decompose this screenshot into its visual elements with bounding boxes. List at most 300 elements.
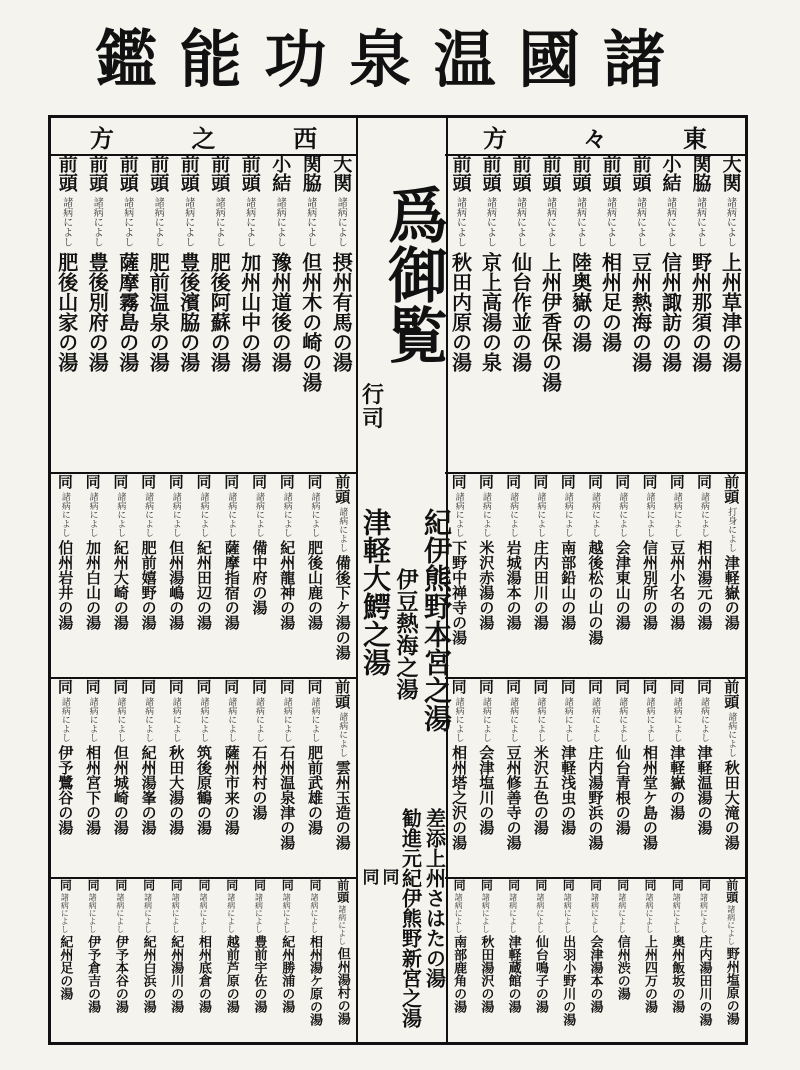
west-side	[51, 154, 356, 1044]
onsen-entry	[596, 154, 624, 472]
onsen-entry	[476, 154, 504, 472]
efficacy-note: 諸病によし	[694, 197, 706, 247]
onsen-entry	[626, 154, 654, 472]
onsen-name: 薩州市来の湯	[222, 745, 241, 835]
onsen-entry	[190, 679, 218, 877]
onsen-entry	[581, 879, 608, 1044]
efficacy-note: 諸病によし	[644, 893, 654, 933]
title-char: 功	[264, 23, 327, 96]
efficacy-note: 諸病によし	[60, 197, 72, 247]
rank-label: 同	[561, 879, 576, 891]
onsen-entry	[472, 679, 499, 877]
rank-label: 前頭	[449, 154, 472, 192]
onsen-entry	[472, 474, 499, 677]
onsen-entry	[446, 154, 474, 472]
west-header-char: 之	[191, 123, 216, 153]
page-title	[95, 20, 665, 100]
onsen-name: 庄内湯田川の湯	[696, 935, 712, 1026]
sponsor-entry: 差添上州さはたの湯	[422, 808, 447, 988]
onsen-entry	[500, 879, 527, 1044]
onsen-name: 秋田大滝の湯	[722, 760, 741, 850]
onsen-name: 越後松の山の湯	[586, 540, 605, 645]
rank-label: 同	[613, 474, 632, 489]
onsen-entry	[235, 154, 263, 472]
efficacy-note: 諸病によし	[337, 507, 348, 552]
rank-label: 同	[640, 474, 659, 489]
onsen-entry	[506, 154, 534, 472]
efficacy-note: 諸病によし	[281, 697, 292, 742]
rank-label: 同	[695, 474, 714, 489]
efficacy-note: 諸病によし	[454, 893, 464, 933]
rank-label: 同	[55, 474, 74, 489]
rank-label: 同	[585, 474, 604, 489]
onsen-name: 紀州田辺の湯	[195, 540, 214, 630]
onsen-name: 肥前嬉野の湯	[139, 540, 158, 630]
efficacy-note: 諸病によし	[634, 197, 646, 247]
east-tier-1	[445, 154, 745, 474]
onsen-entry	[690, 679, 717, 877]
banzuke-frame	[48, 115, 748, 1045]
onsen-entry	[609, 879, 636, 1044]
onsen-entry	[79, 474, 107, 677]
goran-char: 爲	[378, 184, 448, 244]
onsen-entry	[273, 879, 301, 1044]
rank-label: 同	[280, 879, 295, 891]
efficacy-note: 諸病によし	[152, 197, 164, 247]
efficacy-note: 打身によし	[726, 507, 737, 552]
onsen-entry	[162, 679, 190, 877]
efficacy-note: 諸病によし	[454, 197, 466, 247]
onsen-name: 上州伊香保の湯	[538, 252, 563, 392]
efficacy-note: 諸病によし	[335, 197, 347, 247]
efficacy-note: 諸病によし	[453, 697, 464, 742]
onsen-name: 庄内湯野浜の湯	[586, 745, 605, 850]
onsen-name: 陸奥嶽の湯	[568, 252, 593, 352]
gyoji-entries	[358, 508, 453, 798]
efficacy-note: 諸病によし	[304, 197, 316, 247]
east-side	[445, 154, 745, 1044]
onsen-name: 豊前宇佐の湯	[251, 935, 267, 1013]
efficacy-note: 諸病によし	[182, 197, 194, 247]
efficacy-note: 諸病によし	[87, 492, 98, 537]
onsen-name: 岩城湯本の湯	[504, 540, 523, 630]
east-header-char: 々	[583, 123, 607, 153]
onsen-name: 紀州勝浦の湯	[279, 935, 295, 1013]
onsen-entry	[718, 879, 745, 1044]
efficacy-note: 諸病によし	[535, 697, 546, 742]
onsen-name: 伯州岩井の湯	[56, 540, 75, 630]
onsen-name: 南部鉛山の湯	[559, 540, 578, 630]
onsen-name: 会津東山の湯	[613, 540, 632, 630]
title-char: 能	[179, 23, 242, 96]
sponsor-entry: 同	[378, 868, 399, 885]
onsen-name: 野州塩原の湯	[723, 947, 739, 1025]
rank-label: 大関	[719, 154, 742, 192]
onsen-name: 秋田内原の湯	[448, 252, 473, 372]
onsen-entry	[83, 154, 111, 472]
onsen-name: 加州白山の湯	[84, 540, 103, 630]
rank-label: 前頭	[599, 154, 622, 192]
rank-label: 同	[667, 679, 686, 694]
onsen-name: 加州山中の湯	[237, 252, 262, 372]
rank-label: 同	[449, 474, 468, 489]
center-column	[356, 118, 453, 1042]
rank-label: 前頭	[333, 679, 352, 709]
west-header	[51, 118, 356, 156]
efficacy-note: 諸病によし	[617, 697, 628, 742]
rank-label: 前頭	[724, 879, 739, 903]
rank-label: 前頭	[629, 154, 652, 192]
efficacy-note: 諸病によし	[535, 492, 546, 537]
efficacy-note: 諸病によし	[198, 697, 209, 742]
onsen-entry	[217, 879, 245, 1044]
onsen-entry	[301, 679, 329, 877]
onsen-name: 肥前武雄の湯	[305, 745, 324, 835]
onsen-entry	[445, 679, 472, 877]
rank-label: 同	[250, 474, 268, 489]
efficacy-note: 諸病によし	[281, 492, 292, 537]
onsen-name: 上州草津の湯	[718, 252, 743, 372]
onsen-name: 津軽嶽の湯	[722, 555, 741, 630]
onsen-name: 津軽浅虫の湯	[559, 745, 578, 835]
efficacy-note: 諸病によし	[337, 905, 347, 945]
rank-label: 同	[83, 474, 102, 489]
onsen-name: 野州那須の湯	[688, 252, 713, 372]
onsen-name: 備中府の湯	[250, 540, 269, 615]
onsen-name: 但州湯嶋の湯	[167, 540, 186, 630]
onsen-name: 筑後原鶴の湯	[195, 745, 214, 835]
onsen-entry	[266, 154, 294, 472]
rank-label: 同	[697, 879, 712, 891]
title-char: 泉	[348, 23, 411, 96]
rank-label: 前頭	[208, 154, 231, 192]
rank-label: 前頭	[55, 154, 78, 192]
rank-label: 同	[476, 474, 495, 489]
sponsor-entries	[358, 808, 446, 1043]
efficacy-note: 諸病によし	[589, 697, 600, 742]
onsen-name: 奥州飯坂の湯	[669, 935, 685, 1013]
sponsor-entry: 同	[358, 868, 379, 885]
onsen-name: 伊予倉吉の湯	[85, 935, 101, 1013]
rank-label: 同	[224, 879, 239, 891]
onsen-name: 仙台作並の湯	[508, 252, 533, 372]
rank-label: 同	[111, 474, 130, 489]
onsen-entry	[217, 474, 245, 677]
efficacy-note: 諸病によし	[563, 893, 573, 933]
onsen-name: 庄内田川の湯	[531, 540, 550, 630]
efficacy-note: 諸病によし	[535, 893, 545, 933]
rank-label: 前頭	[177, 154, 200, 192]
east-tier-2	[445, 474, 745, 679]
rank-label: 同	[166, 474, 185, 489]
efficacy-note: 諸病によし	[143, 492, 154, 537]
onsen-entry	[106, 679, 134, 877]
rank-label: 前頭	[569, 154, 592, 192]
rank-label: 同	[197, 879, 212, 891]
onsen-name: 相州塔之沢の湯	[450, 745, 469, 850]
efficacy-note: 諸病によし	[87, 697, 98, 742]
onsen-name: 秋田大湯の湯	[167, 745, 186, 835]
efficacy-note: 諸病によし	[309, 492, 320, 537]
rank-label: 同	[504, 474, 523, 489]
efficacy-note: 諸病によし	[724, 197, 736, 247]
onsen-name: 信州別所の湯	[640, 540, 659, 630]
goran-heading	[358, 124, 446, 424]
onsen-name: 紀州湯川の湯	[168, 935, 184, 1013]
rank-label: 関脇	[299, 154, 322, 192]
rank-label: 同	[83, 679, 102, 694]
efficacy-note: 諸病によし	[671, 697, 682, 742]
west-tier-4	[51, 879, 356, 1044]
rank-label: 前頭	[509, 154, 532, 192]
onsen-entry	[174, 154, 202, 472]
onsen-name: 但州湯村の湯	[334, 947, 350, 1025]
onsen-entry	[79, 679, 107, 877]
efficacy-note: 諸病によし	[115, 893, 125, 933]
efficacy-note: 諸病によし	[480, 492, 491, 537]
efficacy-note: 諸病によし	[484, 197, 496, 247]
onsen-entry	[686, 154, 714, 472]
efficacy-note: 諸病によし	[309, 893, 319, 933]
rank-label: 前頭	[238, 154, 261, 192]
rank-label: 同	[169, 879, 184, 891]
efficacy-note: 諸病によし	[88, 893, 98, 933]
rank-label: 同	[615, 879, 630, 891]
rank-label: 前頭	[86, 154, 109, 192]
onsen-entry	[301, 879, 329, 1044]
onsen-entry	[134, 879, 162, 1044]
rank-label: 同	[277, 679, 296, 694]
rank-label: 同	[55, 679, 74, 694]
onsen-entry	[134, 679, 162, 877]
west-header-char: 西	[293, 123, 318, 153]
rank-label: 同	[670, 879, 685, 891]
efficacy-note: 諸病によし	[562, 492, 573, 537]
efficacy-note: 諸病によし	[644, 697, 655, 742]
east-header	[445, 118, 745, 156]
onsen-entry	[716, 154, 744, 472]
onsen-entry	[134, 474, 162, 677]
onsen-entry	[690, 474, 717, 677]
rank-label: 同	[613, 679, 632, 694]
onsen-entry	[554, 879, 581, 1044]
rank-label: 同	[222, 474, 241, 489]
rank-label: 同	[307, 879, 322, 891]
onsen-name: 相州湯ケ原の湯	[306, 935, 322, 1026]
efficacy-note: 諸病によし	[617, 492, 628, 537]
title-char: 温	[433, 23, 496, 96]
onsen-entry	[536, 154, 564, 472]
onsen-name: 仙台鳴子の湯	[532, 935, 548, 1013]
onsen-entry	[609, 679, 636, 877]
rank-label: 同	[585, 679, 604, 694]
rank-label: 同	[139, 474, 158, 489]
onsen-name: 石州村の湯	[250, 745, 269, 820]
sponsor-entry: 勧進元紀伊熊野新宮之湯	[398, 808, 423, 1028]
onsen-entry	[328, 879, 356, 1044]
gyoji-char: 司	[362, 406, 385, 432]
onsen-name: 津軽蔵館の湯	[505, 935, 521, 1013]
efficacy-note: 諸病によし	[226, 697, 237, 742]
rank-label: 大関	[330, 154, 353, 192]
east-header-char: 方	[483, 123, 507, 153]
onsen-entry	[663, 474, 690, 677]
gyoji-entry: 伊豆熱海之湯	[393, 568, 419, 700]
west-tier-2	[51, 474, 356, 679]
onsen-name: 伊予鷺谷の湯	[56, 745, 75, 835]
efficacy-note: 諸病によし	[508, 492, 519, 537]
efficacy-note: 諸病によし	[143, 697, 154, 742]
rank-label: 前頭	[116, 154, 139, 192]
rank-label: 同	[506, 879, 521, 891]
onsen-entry	[273, 474, 301, 677]
onsen-name: 肥後山家の湯	[54, 252, 79, 372]
onsen-name: 信州諏訪の湯	[658, 252, 683, 372]
rank-label: 同	[86, 879, 101, 891]
efficacy-note: 諸病によし	[170, 492, 181, 537]
onsen-name: 紀州大崎の湯	[111, 540, 130, 630]
onsen-entry	[245, 879, 273, 1044]
efficacy-note: 諸病によし	[91, 197, 103, 247]
efficacy-note: 諸病によし	[59, 492, 70, 537]
efficacy-note: 諸病によし	[664, 197, 676, 247]
rank-label: 関脇	[689, 154, 712, 192]
onsen-entry	[445, 474, 472, 677]
onsen-entry	[656, 154, 684, 472]
onsen-name: 相州足の湯	[598, 252, 623, 352]
onsen-entry	[162, 879, 190, 1044]
rank-label: 同	[141, 879, 156, 891]
west-tier-3	[51, 679, 356, 879]
efficacy-note: 諸病によし	[199, 893, 209, 933]
onsen-name: 仙台青根の湯	[613, 745, 632, 835]
onsen-name: 南部鹿角の湯	[451, 935, 467, 1013]
onsen-name: 相州宮下の湯	[84, 745, 103, 835]
efficacy-note: 諸病によし	[480, 697, 491, 742]
onsen-entry	[500, 474, 527, 677]
rank-label: 前頭	[479, 154, 502, 192]
rank-label: 同	[695, 679, 714, 694]
onsen-entry	[296, 154, 324, 472]
onsen-entry	[328, 679, 356, 877]
onsen-name: 津軽嶽の湯	[668, 745, 687, 820]
onsen-entry	[445, 879, 472, 1044]
onsen-name: 下野中禅寺の湯	[450, 540, 469, 645]
onsen-entry	[51, 879, 79, 1044]
efficacy-note: 諸病によし	[726, 712, 737, 757]
gyoji-label	[362, 383, 384, 431]
title-char: 國	[518, 23, 581, 96]
rank-label: 同	[58, 879, 73, 891]
onsen-entry	[113, 154, 141, 472]
rank-label: 同	[166, 679, 185, 694]
onsen-name: 肥前温泉の湯	[146, 252, 171, 372]
rank-label: 同	[476, 679, 495, 694]
onsen-entry	[527, 474, 554, 677]
efficacy-note: 諸病によし	[481, 893, 491, 933]
onsen-entry	[106, 474, 134, 677]
onsen-entry	[554, 679, 581, 877]
efficacy-note: 諸病によし	[589, 492, 600, 537]
onsen-entry	[663, 879, 690, 1044]
onsen-name: 豆州小名の湯	[668, 540, 687, 630]
rank-label: 前頭	[722, 679, 741, 709]
efficacy-note: 諸病によし	[59, 697, 70, 742]
efficacy-note: 諸病によし	[544, 197, 556, 247]
rank-label: 同	[558, 474, 577, 489]
onsen-name: 紀州白浜の湯	[140, 935, 156, 1013]
rank-label: 前頭	[333, 474, 352, 504]
onsen-name: 会津湯本の湯	[587, 935, 603, 1013]
onsen-entry	[273, 679, 301, 877]
rank-label: 同	[642, 879, 657, 891]
onsen-entry	[144, 154, 172, 472]
onsen-name: 豫州道後の湯	[268, 252, 293, 372]
onsen-name: 肥後阿蘇の湯	[207, 252, 232, 372]
rank-label: 同	[194, 474, 213, 489]
rank-label: 同	[250, 679, 268, 694]
onsen-name: 秋田湯沢の湯	[478, 935, 494, 1013]
rank-label: 同	[531, 474, 550, 489]
goran-char: 御	[378, 244, 448, 304]
gyoji-char: 行	[362, 382, 385, 408]
efficacy-note: 諸病によし	[671, 492, 682, 537]
onsen-name: 津軽温湯の湯	[695, 745, 714, 835]
onsen-entry	[245, 474, 273, 677]
onsen-name: 相州湯元の湯	[695, 540, 714, 630]
efficacy-note: 諸病によし	[170, 697, 181, 742]
title-char: 鑑	[95, 23, 158, 96]
onsen-name: 紀州龍神の湯	[278, 540, 297, 630]
rank-label: 前頭	[539, 154, 562, 192]
rank-label: 同	[588, 879, 603, 891]
onsen-entry	[718, 474, 745, 677]
onsen-entry	[205, 154, 233, 472]
efficacy-note: 諸病によし	[337, 712, 348, 757]
rank-label: 同	[531, 679, 550, 694]
rank-label: 同	[504, 679, 523, 694]
onsen-entry	[581, 474, 608, 677]
onsen-entry	[690, 879, 717, 1044]
efficacy-note: 諸病によし	[198, 492, 209, 537]
efficacy-note: 諸病によし	[699, 697, 710, 742]
onsen-name: 豆州修善寺の湯	[504, 745, 523, 850]
onsen-entry	[52, 154, 80, 472]
gyoji-entry: 津軽大鰐之湯	[359, 508, 392, 676]
efficacy-note: 諸病によし	[672, 893, 682, 933]
onsen-entry	[554, 474, 581, 677]
onsen-entry	[581, 679, 608, 877]
efficacy-note: 諸病によし	[699, 893, 709, 933]
onsen-name: 肥後山鹿の湯	[305, 540, 324, 630]
onsen-entry	[718, 679, 745, 877]
onsen-entry	[301, 474, 329, 677]
onsen-entry	[566, 154, 594, 472]
efficacy-note: 諸病によし	[508, 697, 519, 742]
efficacy-note: 諸病によし	[254, 893, 264, 933]
onsen-entry	[328, 474, 356, 677]
gyoji-entry: 紀伊熊野本宮之湯	[420, 508, 453, 732]
onsen-entry	[79, 879, 107, 1044]
onsen-name: 但州城崎の湯	[111, 745, 130, 835]
onsen-name: 備後下ケ湯の湯	[333, 555, 352, 660]
onsen-name: 豆州熱海の湯	[628, 252, 653, 372]
onsen-name: 米沢赤湯の湯	[477, 540, 496, 630]
onsen-entry	[472, 879, 499, 1044]
rank-label: 同	[305, 474, 324, 489]
efficacy-note: 諸病によし	[644, 492, 655, 537]
rank-label: 前頭	[147, 154, 170, 192]
